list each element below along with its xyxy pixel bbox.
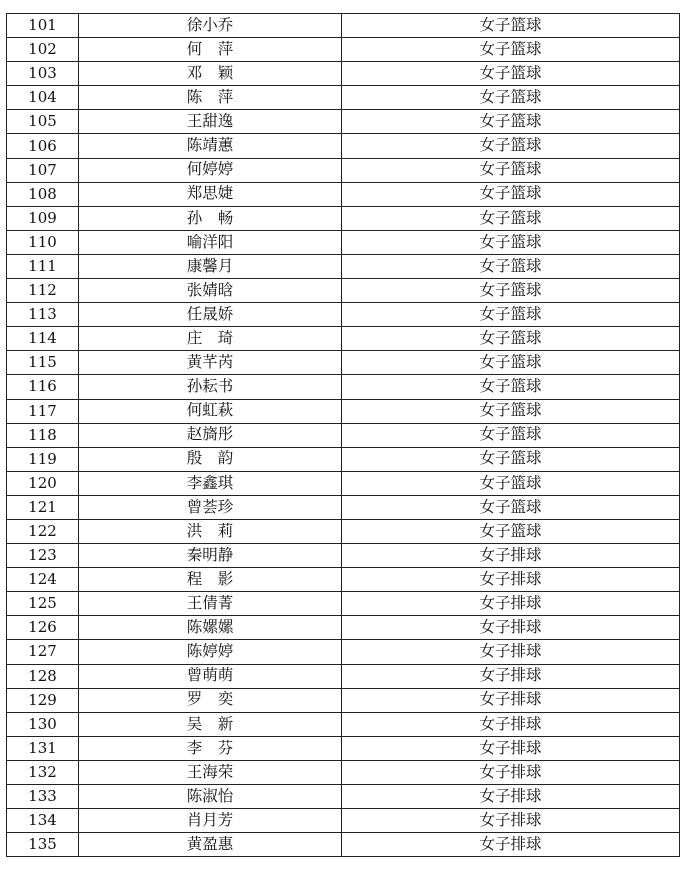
athlete-name: 陈淑怡: [79, 785, 342, 809]
table-row: [7, 158, 680, 182]
row-number: 126: [7, 616, 79, 640]
table-row: [7, 471, 680, 495]
athlete-name: 赵旖彤: [79, 423, 342, 447]
athlete-name: 秦明静: [79, 544, 342, 568]
row-number: 128: [7, 664, 79, 688]
row-number: 124: [7, 568, 79, 592]
table-row: [7, 230, 680, 254]
row-number: 127: [7, 640, 79, 664]
event-name: 女子排球: [342, 736, 680, 760]
table-row: [7, 254, 680, 278]
event-name: 女子篮球: [342, 14, 680, 38]
event-name: 女子排球: [342, 712, 680, 736]
row-number: 119: [7, 447, 79, 471]
row-number: 101: [7, 14, 79, 38]
row-number: 132: [7, 760, 79, 784]
table-row: [7, 62, 680, 86]
row-number: 114: [7, 327, 79, 351]
row-number: 103: [7, 62, 79, 86]
row-number: 104: [7, 86, 79, 110]
athlete-name: 王甜逸: [79, 110, 342, 134]
event-name: 女子排球: [342, 568, 680, 592]
roster-table-body: [7, 14, 680, 857]
row-number: 109: [7, 206, 79, 230]
table-row: [7, 327, 680, 351]
athlete-name: 何婷婷: [79, 158, 342, 182]
table-row: [7, 182, 680, 206]
event-name: 女子排球: [342, 592, 680, 616]
row-number: 133: [7, 785, 79, 809]
event-name: 女子排球: [342, 785, 680, 809]
table-row: [7, 640, 680, 664]
athlete-name: 陈靖蕙: [79, 134, 342, 158]
row-number: 130: [7, 712, 79, 736]
table-row: [7, 351, 680, 375]
table-row: [7, 664, 680, 688]
event-name: 女子篮球: [342, 182, 680, 206]
row-number: 121: [7, 495, 79, 519]
table-row: [7, 712, 680, 736]
event-name: 女子排球: [342, 833, 680, 857]
athlete-name: 邓 颖: [79, 62, 342, 86]
table-row: [7, 568, 680, 592]
table-row: [7, 688, 680, 712]
event-name: 女子篮球: [342, 447, 680, 471]
roster-table: [6, 13, 680, 857]
athlete-name: 陈婷婷: [79, 640, 342, 664]
athlete-name: 洪 莉: [79, 519, 342, 543]
row-number: 108: [7, 182, 79, 206]
table-row: [7, 110, 680, 134]
athlete-name: 曾荟珍: [79, 495, 342, 519]
table-row: [7, 833, 680, 857]
athlete-name: 孙 畅: [79, 206, 342, 230]
row-number: 105: [7, 110, 79, 134]
table-row: [7, 375, 680, 399]
row-number: 118: [7, 423, 79, 447]
athlete-name: 庄 琦: [79, 327, 342, 351]
table-row: [7, 592, 680, 616]
row-number: 116: [7, 375, 79, 399]
row-number: 135: [7, 833, 79, 857]
row-number: 117: [7, 399, 79, 423]
table-row: [7, 519, 680, 543]
row-number: 111: [7, 254, 79, 278]
table-row: [7, 760, 680, 784]
event-name: 女子篮球: [342, 399, 680, 423]
event-name: 女子篮球: [342, 495, 680, 519]
event-name: 女子排球: [342, 640, 680, 664]
row-number: 129: [7, 688, 79, 712]
athlete-name: 吴 新: [79, 712, 342, 736]
roster-sheet: [6, 13, 679, 857]
table-row: [7, 785, 680, 809]
row-number: 131: [7, 736, 79, 760]
table-row: [7, 206, 680, 230]
athlete-name: 徐小乔: [79, 14, 342, 38]
table-row: [7, 279, 680, 303]
table-row: [7, 544, 680, 568]
event-name: 女子篮球: [342, 110, 680, 134]
athlete-name: 黄盈惠: [79, 833, 342, 857]
athlete-name: 张婧晗: [79, 279, 342, 303]
event-name: 女子排球: [342, 544, 680, 568]
table-row: [7, 134, 680, 158]
table-row: [7, 399, 680, 423]
event-name: 女子排球: [342, 688, 680, 712]
event-name: 女子排球: [342, 664, 680, 688]
event-name: 女子篮球: [342, 279, 680, 303]
table-row: [7, 495, 680, 519]
row-number: 112: [7, 279, 79, 303]
table-row: [7, 38, 680, 62]
row-number: 123: [7, 544, 79, 568]
event-name: 女子篮球: [342, 375, 680, 399]
athlete-name: 王海荣: [79, 760, 342, 784]
athlete-name: 肖月芳: [79, 809, 342, 833]
event-name: 女子排球: [342, 616, 680, 640]
athlete-name: 王倩菁: [79, 592, 342, 616]
event-name: 女子篮球: [342, 254, 680, 278]
event-name: 女子排球: [342, 760, 680, 784]
event-name: 女子篮球: [342, 230, 680, 254]
table-row: [7, 616, 680, 640]
table-row: [7, 447, 680, 471]
event-name: 女子篮球: [342, 62, 680, 86]
event-name: 女子篮球: [342, 327, 680, 351]
event-name: 女子篮球: [342, 303, 680, 327]
event-name: 女子排球: [342, 809, 680, 833]
event-name: 女子篮球: [342, 134, 680, 158]
row-number: 107: [7, 158, 79, 182]
event-name: 女子篮球: [342, 158, 680, 182]
row-number: 134: [7, 809, 79, 833]
event-name: 女子篮球: [342, 38, 680, 62]
event-name: 女子篮球: [342, 471, 680, 495]
athlete-name: 黄芊芮: [79, 351, 342, 375]
event-name: 女子篮球: [342, 519, 680, 543]
table-row: [7, 736, 680, 760]
row-number: 106: [7, 134, 79, 158]
athlete-name: 李鑫琪: [79, 471, 342, 495]
row-number: 115: [7, 351, 79, 375]
table-row: [7, 14, 680, 38]
row-number: 110: [7, 230, 79, 254]
athlete-name: 孙耘书: [79, 375, 342, 399]
athlete-name: 李 芬: [79, 736, 342, 760]
event-name: 女子篮球: [342, 206, 680, 230]
event-name: 女子篮球: [342, 423, 680, 447]
row-number: 125: [7, 592, 79, 616]
row-number: 102: [7, 38, 79, 62]
athlete-name: 喻洋阳: [79, 230, 342, 254]
table-row: [7, 86, 680, 110]
athlete-name: 康馨月: [79, 254, 342, 278]
event-name: 女子篮球: [342, 86, 680, 110]
row-number: 122: [7, 519, 79, 543]
row-number: 113: [7, 303, 79, 327]
table-row: [7, 303, 680, 327]
table-row: [7, 809, 680, 833]
athlete-name: 何 萍: [79, 38, 342, 62]
athlete-name: 何虹萩: [79, 399, 342, 423]
event-name: 女子篮球: [342, 351, 680, 375]
athlete-name: 殷 韵: [79, 447, 342, 471]
athlete-name: 曾萌萌: [79, 664, 342, 688]
athlete-name: 程 影: [79, 568, 342, 592]
row-number: 120: [7, 471, 79, 495]
athlete-name: 陈嫘嫘: [79, 616, 342, 640]
athlete-name: 郑思婕: [79, 182, 342, 206]
athlete-name: 陈 萍: [79, 86, 342, 110]
athlete-name: 任晟娇: [79, 303, 342, 327]
athlete-name: 罗 奕: [79, 688, 342, 712]
table-row: [7, 423, 680, 447]
